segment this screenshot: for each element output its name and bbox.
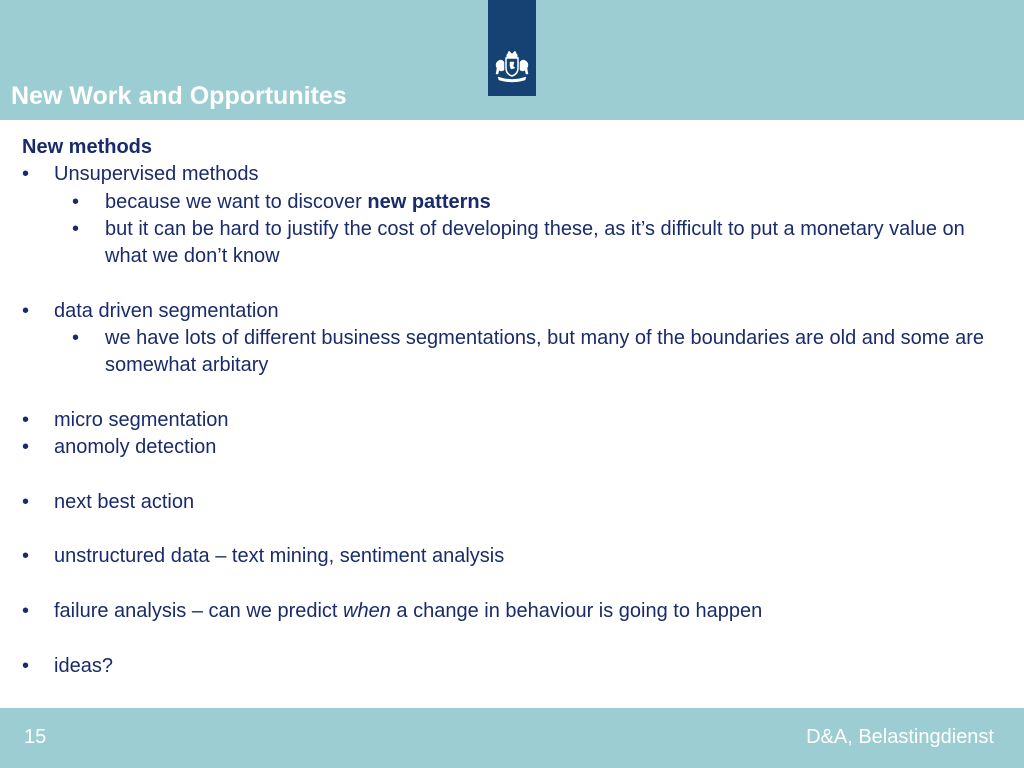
bullet: •: [22, 163, 30, 186]
bullet: •: [72, 190, 80, 213]
section-title: New methods: [22, 136, 153, 158]
list-item: • ideas?: [22, 653, 1012, 680]
bullet: •: [22, 654, 30, 677]
list-item: • failure analysis – can we predict when a change in behaviour is going to happen: [22, 598, 1012, 625]
list-item: • next best action: [22, 489, 1012, 516]
list-item: • Unsupervised methods: [22, 161, 1012, 188]
government-logo-bar: [488, 0, 536, 96]
bullet: •: [22, 408, 30, 431]
slide-content: [22, 134, 1012, 680]
bullet: •: [72, 327, 80, 350]
footer-bar: [0, 708, 1024, 768]
slide-title: New Work and Opportunites: [11, 82, 347, 110]
list-item: • anomoly detection: [22, 434, 1012, 461]
organization-name: D&A, Belastingdienst: [806, 726, 994, 748]
sub-list-item: • but it can be hard to justify the cost of developing these, as it’s difficult to put a monetary value on what we don’t know: [72, 217, 965, 268]
list-item: • micro segmentation: [22, 407, 1012, 434]
coat-of-arms-icon: [492, 48, 532, 84]
bullet: •: [22, 436, 30, 459]
bullet: •: [22, 490, 30, 513]
list-item: • data driven segmentation: [22, 298, 1012, 325]
list-item: • unstructured data – text mining, sentiment analysis: [22, 543, 1012, 570]
bullet: •: [22, 600, 30, 623]
bullet: •: [22, 545, 30, 568]
bullet: •: [22, 299, 30, 322]
bullet: •: [72, 217, 80, 240]
sub-list-item: • because we want to discover new patterns: [22, 189, 1012, 216]
sub-list-item: • we have lots of different business segmentations, but many of the boundaries are old and some are somewhat arbitary: [72, 327, 985, 377]
page-number: 15: [24, 726, 47, 748]
header-bar: [0, 0, 1024, 120]
